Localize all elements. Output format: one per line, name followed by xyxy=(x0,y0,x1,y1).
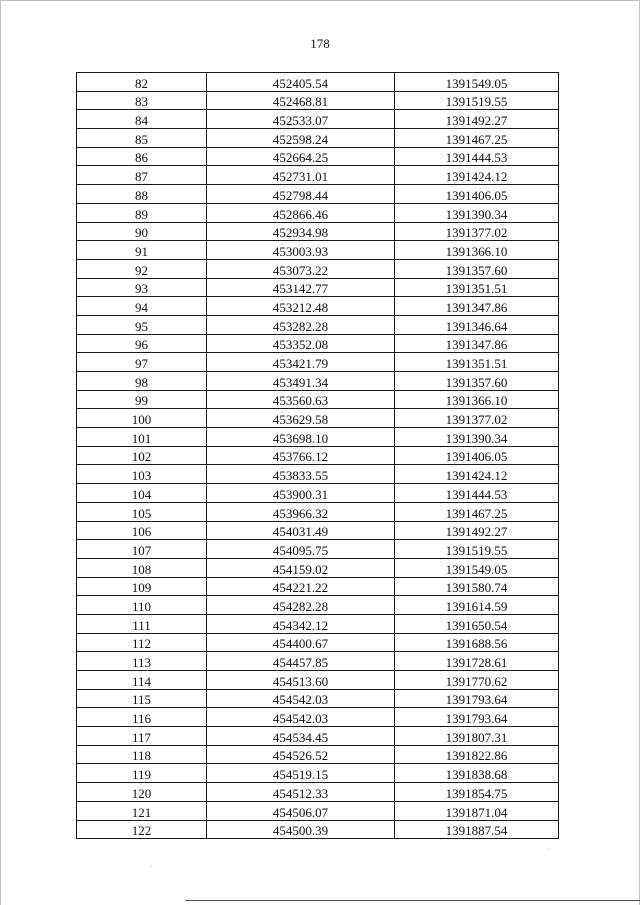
point-number-cell: 95 xyxy=(77,315,207,334)
y-coordinate-cell: 1391614.59 xyxy=(395,596,559,615)
x-coordinate-cell: 454526.52 xyxy=(207,745,395,764)
table-row xyxy=(77,708,559,727)
point-number-cell: 99 xyxy=(77,390,207,409)
x-coordinate-cell: 454534.45 xyxy=(207,727,395,746)
x-coordinate-cell: 452533.07 xyxy=(207,110,395,129)
x-coordinate-cell: 454519.15 xyxy=(207,764,395,783)
y-coordinate-cell: 1391377.02 xyxy=(395,222,559,241)
table-row xyxy=(77,278,559,297)
x-coordinate-cell: 452598.24 xyxy=(207,129,395,148)
x-coordinate-cell: 452866.46 xyxy=(207,203,395,222)
y-coordinate-cell: 1391347.86 xyxy=(395,297,559,316)
table-row xyxy=(77,91,559,110)
y-coordinate-cell: 1391351.51 xyxy=(395,278,559,297)
point-number-cell: 119 xyxy=(77,764,207,783)
point-number-cell: 117 xyxy=(77,727,207,746)
point-number-cell: 83 xyxy=(77,91,207,110)
table-row xyxy=(77,73,559,92)
table-row xyxy=(77,334,559,353)
x-coordinate-cell: 454342.12 xyxy=(207,614,395,633)
point-number-cell: 100 xyxy=(77,409,207,428)
table-row xyxy=(77,147,559,166)
x-coordinate-cell: 454031.49 xyxy=(207,521,395,540)
y-coordinate-cell: 1391807.31 xyxy=(395,727,559,746)
table-row xyxy=(77,801,559,820)
x-coordinate-cell: 453698.10 xyxy=(207,428,395,447)
point-number-cell: 94 xyxy=(77,297,207,316)
x-coordinate-cell: 453212.48 xyxy=(207,297,395,316)
y-coordinate-cell: 1391347.86 xyxy=(395,334,559,353)
table-row xyxy=(77,446,559,465)
y-coordinate-cell: 1391444.53 xyxy=(395,147,559,166)
x-coordinate-cell: 452798.44 xyxy=(207,185,395,204)
y-coordinate-cell: 1391519.55 xyxy=(395,91,559,110)
table-row xyxy=(77,652,559,671)
x-coordinate-cell: 452934.98 xyxy=(207,222,395,241)
table-row xyxy=(77,689,559,708)
point-number-cell: 103 xyxy=(77,465,207,484)
y-coordinate-cell: 1391377.02 xyxy=(395,409,559,428)
point-number-cell: 86 xyxy=(77,147,207,166)
x-coordinate-cell: 454542.03 xyxy=(207,689,395,708)
scan-speck xyxy=(150,866,152,867)
x-coordinate-cell: 453900.31 xyxy=(207,484,395,503)
coordinates-table-body xyxy=(77,73,559,839)
point-number-cell: 102 xyxy=(77,446,207,465)
scan-speck xyxy=(548,849,550,850)
point-number-cell: 84 xyxy=(77,110,207,129)
point-number-cell: 96 xyxy=(77,334,207,353)
table-row xyxy=(77,166,559,185)
y-coordinate-cell: 1391650.54 xyxy=(395,614,559,633)
y-coordinate-cell: 1391351.51 xyxy=(395,353,559,372)
y-coordinate-cell: 1391390.34 xyxy=(395,428,559,447)
x-coordinate-cell: 452664.25 xyxy=(207,147,395,166)
y-coordinate-cell: 1391406.05 xyxy=(395,185,559,204)
table-row xyxy=(77,203,559,222)
point-number-cell: 109 xyxy=(77,577,207,596)
table-row xyxy=(77,596,559,615)
point-number-cell: 108 xyxy=(77,558,207,577)
point-number-cell: 118 xyxy=(77,745,207,764)
table-row xyxy=(77,110,559,129)
table-row xyxy=(77,129,559,148)
y-coordinate-cell: 1391822.86 xyxy=(395,745,559,764)
point-number-cell: 122 xyxy=(77,820,207,839)
y-coordinate-cell: 1391519.55 xyxy=(395,540,559,559)
y-coordinate-cell: 1391467.25 xyxy=(395,129,559,148)
point-number-cell: 87 xyxy=(77,166,207,185)
x-coordinate-cell: 453491.34 xyxy=(207,372,395,391)
y-coordinate-cell: 1391549.05 xyxy=(395,73,559,92)
page-edge-left xyxy=(0,0,1,905)
y-coordinate-cell: 1391580.74 xyxy=(395,577,559,596)
table-row xyxy=(77,241,559,260)
y-coordinate-cell: 1391424.12 xyxy=(395,166,559,185)
point-number-cell: 105 xyxy=(77,502,207,521)
x-coordinate-cell: 453560.63 xyxy=(207,390,395,409)
y-coordinate-cell: 1391467.25 xyxy=(395,502,559,521)
x-coordinate-cell: 453833.55 xyxy=(207,465,395,484)
table-row xyxy=(77,297,559,316)
x-coordinate-cell: 454513.60 xyxy=(207,671,395,690)
table-row xyxy=(77,185,559,204)
y-coordinate-cell: 1391406.05 xyxy=(395,446,559,465)
y-coordinate-cell: 1391770.62 xyxy=(395,671,559,690)
table-row xyxy=(77,502,559,521)
point-number-cell: 112 xyxy=(77,633,207,652)
y-coordinate-cell: 1391366.10 xyxy=(395,390,559,409)
point-number-cell: 88 xyxy=(77,185,207,204)
table-row xyxy=(77,222,559,241)
table-row xyxy=(77,633,559,652)
y-coordinate-cell: 1391357.60 xyxy=(395,372,559,391)
point-number-cell: 114 xyxy=(77,671,207,690)
point-number-cell: 85 xyxy=(77,129,207,148)
y-coordinate-cell: 1391854.75 xyxy=(395,783,559,802)
x-coordinate-cell: 453766.12 xyxy=(207,446,395,465)
x-coordinate-cell: 453282.28 xyxy=(207,315,395,334)
table-row xyxy=(77,745,559,764)
x-coordinate-cell: 453003.93 xyxy=(207,241,395,260)
point-number-cell: 90 xyxy=(77,222,207,241)
x-coordinate-cell: 454457.85 xyxy=(207,652,395,671)
table-row xyxy=(77,727,559,746)
table-row xyxy=(77,540,559,559)
y-coordinate-cell: 1391357.60 xyxy=(395,259,559,278)
table-row xyxy=(77,577,559,596)
table-row xyxy=(77,409,559,428)
point-number-cell: 115 xyxy=(77,689,207,708)
x-coordinate-cell: 452731.01 xyxy=(207,166,395,185)
table-row xyxy=(77,764,559,783)
table-row xyxy=(77,372,559,391)
y-coordinate-cell: 1391492.27 xyxy=(395,521,559,540)
x-coordinate-cell: 453629.58 xyxy=(207,409,395,428)
point-number-cell: 120 xyxy=(77,783,207,802)
x-coordinate-cell: 453352.08 xyxy=(207,334,395,353)
point-number-cell: 98 xyxy=(77,372,207,391)
point-number-cell: 110 xyxy=(77,596,207,615)
x-coordinate-cell: 452405.54 xyxy=(207,73,395,92)
point-number-cell: 89 xyxy=(77,203,207,222)
x-coordinate-cell: 453966.32 xyxy=(207,502,395,521)
x-coordinate-cell: 454095.75 xyxy=(207,540,395,559)
page-number: 178 xyxy=(310,36,330,51)
x-coordinate-cell: 452468.81 xyxy=(207,91,395,110)
y-coordinate-cell: 1391346.64 xyxy=(395,315,559,334)
point-number-cell: 82 xyxy=(77,73,207,92)
table-row xyxy=(77,521,559,540)
x-coordinate-cell: 454282.28 xyxy=(207,596,395,615)
point-number-cell: 113 xyxy=(77,652,207,671)
table-row xyxy=(77,558,559,577)
x-coordinate-cell: 454159.02 xyxy=(207,558,395,577)
x-coordinate-cell: 453421.79 xyxy=(207,353,395,372)
y-coordinate-cell: 1391728.61 xyxy=(395,652,559,671)
table-row xyxy=(77,353,559,372)
table-row xyxy=(77,390,559,409)
table-row xyxy=(77,315,559,334)
table-row xyxy=(77,259,559,278)
y-coordinate-cell: 1391549.05 xyxy=(395,558,559,577)
x-coordinate-cell: 454542.03 xyxy=(207,708,395,727)
point-number-cell: 92 xyxy=(77,259,207,278)
point-number-cell: 107 xyxy=(77,540,207,559)
point-number-cell: 121 xyxy=(77,801,207,820)
x-coordinate-cell: 454500.39 xyxy=(207,820,395,839)
bottom-rule xyxy=(185,900,640,901)
y-coordinate-cell: 1391390.34 xyxy=(395,203,559,222)
point-number-cell: 91 xyxy=(77,241,207,260)
y-coordinate-cell: 1391492.27 xyxy=(395,110,559,129)
y-coordinate-cell: 1391887.54 xyxy=(395,820,559,839)
table-row xyxy=(77,428,559,447)
y-coordinate-cell: 1391793.64 xyxy=(395,708,559,727)
point-number-cell: 97 xyxy=(77,353,207,372)
point-number-cell: 111 xyxy=(77,614,207,633)
x-coordinate-cell: 453142.77 xyxy=(207,278,395,297)
table-row xyxy=(77,671,559,690)
y-coordinate-cell: 1391688.56 xyxy=(395,633,559,652)
x-coordinate-cell: 454512.33 xyxy=(207,783,395,802)
point-number-cell: 93 xyxy=(77,278,207,297)
point-number-cell: 101 xyxy=(77,428,207,447)
y-coordinate-cell: 1391366.10 xyxy=(395,241,559,260)
point-number-cell: 104 xyxy=(77,484,207,503)
table-row xyxy=(77,783,559,802)
page-edge-top xyxy=(0,0,640,1)
y-coordinate-cell: 1391424.12 xyxy=(395,465,559,484)
x-coordinate-cell: 454221.22 xyxy=(207,577,395,596)
point-number-cell: 116 xyxy=(77,708,207,727)
y-coordinate-cell: 1391838.68 xyxy=(395,764,559,783)
point-number-cell: 106 xyxy=(77,521,207,540)
table-row xyxy=(77,484,559,503)
coordinates-table xyxy=(76,72,559,839)
y-coordinate-cell: 1391793.64 xyxy=(395,689,559,708)
x-coordinate-cell: 453073.22 xyxy=(207,259,395,278)
table-row xyxy=(77,820,559,839)
table-row xyxy=(77,465,559,484)
x-coordinate-cell: 454506.07 xyxy=(207,801,395,820)
table-row xyxy=(77,614,559,633)
x-coordinate-cell: 454400.67 xyxy=(207,633,395,652)
y-coordinate-cell: 1391871.04 xyxy=(395,801,559,820)
y-coordinate-cell: 1391444.53 xyxy=(395,484,559,503)
